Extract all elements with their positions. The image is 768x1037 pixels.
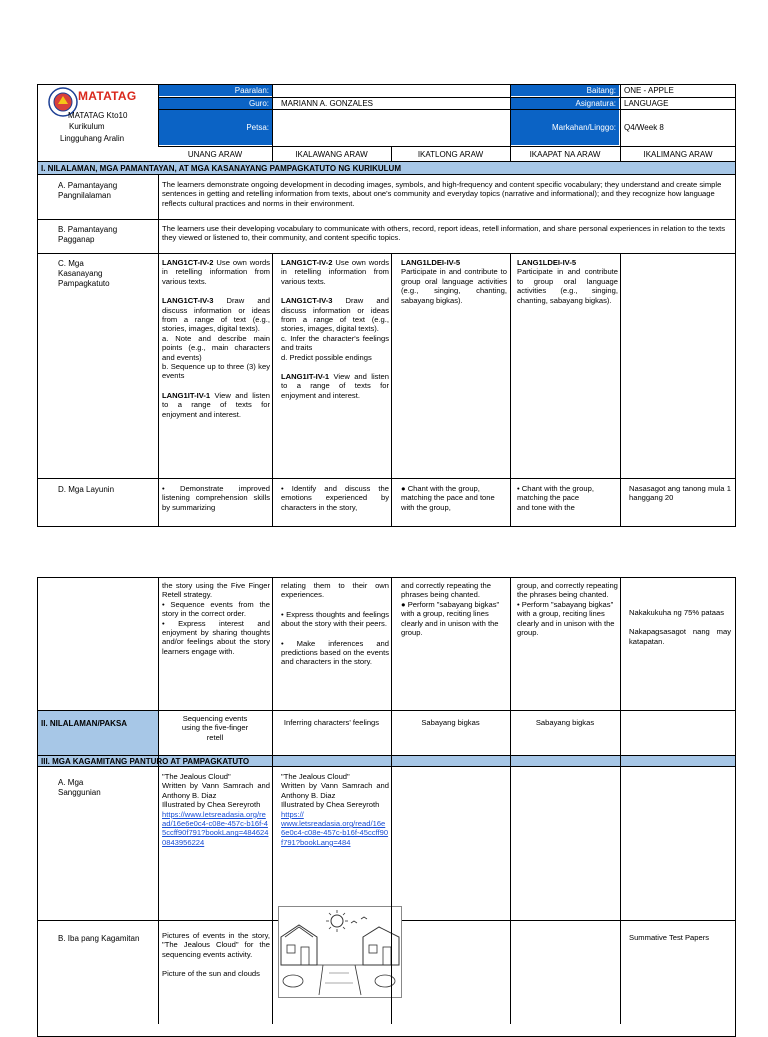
materials-label: B. Iba pang Kagamitan xyxy=(58,934,140,943)
topic-day3: Sabayang bigkas xyxy=(421,718,480,727)
cont-day3: and correctly repeating the phrases being chanted. ● Perform "sabayang bigkas" with a group, reciting lines clearly and in unison with the group. xyxy=(401,581,500,638)
row-a-text: The learners demonstrate ongoing development in decoding images, symbols, and high-frequency and content specific vocabulary; they understand and create simple sentences in getting and retelling information from texts, about one's community and everyday topics (narrative and informational); and they recognize how language reflects cultural practices and norms in their environment. xyxy=(162,180,722,208)
section3-title: III. MGA KAGAMITANG PANTURO AT PAMPAGKATUTO xyxy=(38,756,735,767)
section2-label: II. NILALAMAN/PAKSA xyxy=(38,711,158,755)
topic-day4: Sabayang bigkas xyxy=(535,718,595,727)
cont-day5: Nakakukuha ng 75% pataas Nakapagsasagot nang may katapatan. xyxy=(629,608,731,646)
day-header-4: IKAAPAT NA ARAW xyxy=(529,150,601,159)
row-d-label: D. Mga Layunin xyxy=(58,485,115,494)
row-c-label: C. Mga Kasanayang Pampagkatuto xyxy=(58,259,110,288)
day-header-2: IKALAWANG ARAW xyxy=(295,150,368,159)
row-c-day4: LANG1LDEI-IV-5 Participate in and contribute to group oral language activities (e.g., singing, chanting, sabayang bigkas). xyxy=(517,258,618,305)
row-c-day3: LANG1LDEI-IV-5 Participate in and contribute to group oral language activities (e.g., singing, chanting, sabayang bigkas). xyxy=(401,258,507,305)
cont-day1: the story using the Five Finger Retell strategy. • Sequence events from the story in the correct order. • Express interest and enjoyment by sharing thoughts and/or feelings about the story learners engage with. xyxy=(162,581,270,656)
school-label: Paaralan: xyxy=(158,85,272,96)
materials-day5: Summative Test Papers xyxy=(629,933,710,942)
cont-day2: relating them to their own experiences. • Express thoughts and feelings about the story with their peers. • Make inferences and predictions based on the events and characters in the story. xyxy=(281,581,389,667)
section1-title: I. NILALAMAN, MGA PAMANTAYAN, AT MGA KASANAYANG PAMPAGKATUTO NG KURIKULUM xyxy=(38,161,735,175)
logo-line3: Lingguhang Aralin xyxy=(60,134,125,143)
day-header-3: IKATLONG ARAW xyxy=(417,150,484,159)
cont-day4: group, and correctly repeating the phrases being chanted. • Perform "sabayang bigkas" with a group, reciting lines clearly and in unison with the group. xyxy=(517,581,618,638)
row-c-day2: LANG1CT-IV-2 Use own words in retelling information from various texts. LANG1CT-IV-3 Draw and discuss information or ideas from a range of text (e.g., stories, images, digital texts). c. Infer the character's feelings and traits d. Predict possible endings LANG1IT-IV-1 View and listen to a range of texts for enjoyment and interest. xyxy=(281,258,389,400)
grade-value: ONE - APPLE xyxy=(624,86,674,95)
row-d-day3: ● Chant with the group, matching the pace and tone with the group, xyxy=(401,484,495,512)
grade-label: Baitang: xyxy=(510,85,619,96)
row-b-text: The learners use their developing vocabulary to communicate with others, record, report ideas, retell information, and share personal experiences in relation to the texts they viewed or listened to, their community, and content specific topics. xyxy=(162,224,726,243)
row-d-day1: • Demonstrate improved listening comprehension skills by summarizing xyxy=(162,484,270,512)
quarter-label: Markahan/Linggo: xyxy=(510,110,619,145)
teacher-label: Guro: xyxy=(158,98,272,109)
teacher-value: MARIANN A. GONZALES xyxy=(281,99,374,108)
refs-day1: "The Jealous Cloud" Written by Vann Samrach and Anthony B. Diaz Illustrated by Chea Sereyroth https://www.letsreadasia.org/read/16e6e0c4-c08e-457c-b16f-45ccff90f791?bookLang=4846240843956224 xyxy=(162,772,270,847)
row-a-label: A. Pamantayang Pangnilalaman xyxy=(58,181,118,200)
row-d-day4: • Chant with the group, matching the pace and tone with the xyxy=(517,484,594,512)
topic-day2: Inferring characters' feelings xyxy=(283,718,380,727)
row-c-day1: LANG1CT-IV-2 Use own words in retelling information from various texts. LANG1CT-IV-3 Draw and discuss information or ideas from a range of text (e.g., stories, images, digital texts). a. Note and describe main points (e.g., main characters and events) b. Sequence up to three (3) key events LANG1IT-IV-1 View and listen to a range of texts for enjoyment and interest. xyxy=(162,258,270,419)
materials-day1: Pictures of events in the story, "The Jealous Cloud" for the sequencing events activity. Picture of the sun and clouds xyxy=(162,931,270,978)
row-d-day5: Nasasagot ang tanong mula 1 hanggang 20 xyxy=(629,484,731,503)
village-illustration xyxy=(278,906,402,998)
date-label: Petsa: xyxy=(158,110,272,145)
subject-label: Asignatura: xyxy=(510,98,619,109)
refs-day2: "The Jealous Cloud" Written by Vann Samrach and Anthony B. Diaz Illustrated by Chea Sereyroth https:// www.letsreadasia.org/read/16e6e0c4-c08e-457c-b16f-45ccff90f791?bookLang=484 xyxy=(281,772,389,847)
day-header-5: IKALIMANG ARAW xyxy=(643,150,713,159)
row-d-day2: • Identify and discuss the emotions experienced by characters in the story, xyxy=(281,484,389,512)
refs-label: A. Mga Sanggunian xyxy=(58,778,101,797)
subject-value: LANGUAGE xyxy=(624,99,669,108)
topic-day1: Sequencing events using the five-finger retell xyxy=(181,714,249,742)
matatag-brand: MATATAG xyxy=(78,89,137,103)
logo-line2: Kurikulum xyxy=(69,122,105,131)
row-b-label: B. Pamantayang Pagganap xyxy=(58,225,118,244)
logo-line1: MATATAG Kto10 xyxy=(68,111,128,120)
quarter-value: Q4/Week 8 xyxy=(624,123,664,132)
day-header-1: UNANG ARAW xyxy=(187,150,243,159)
